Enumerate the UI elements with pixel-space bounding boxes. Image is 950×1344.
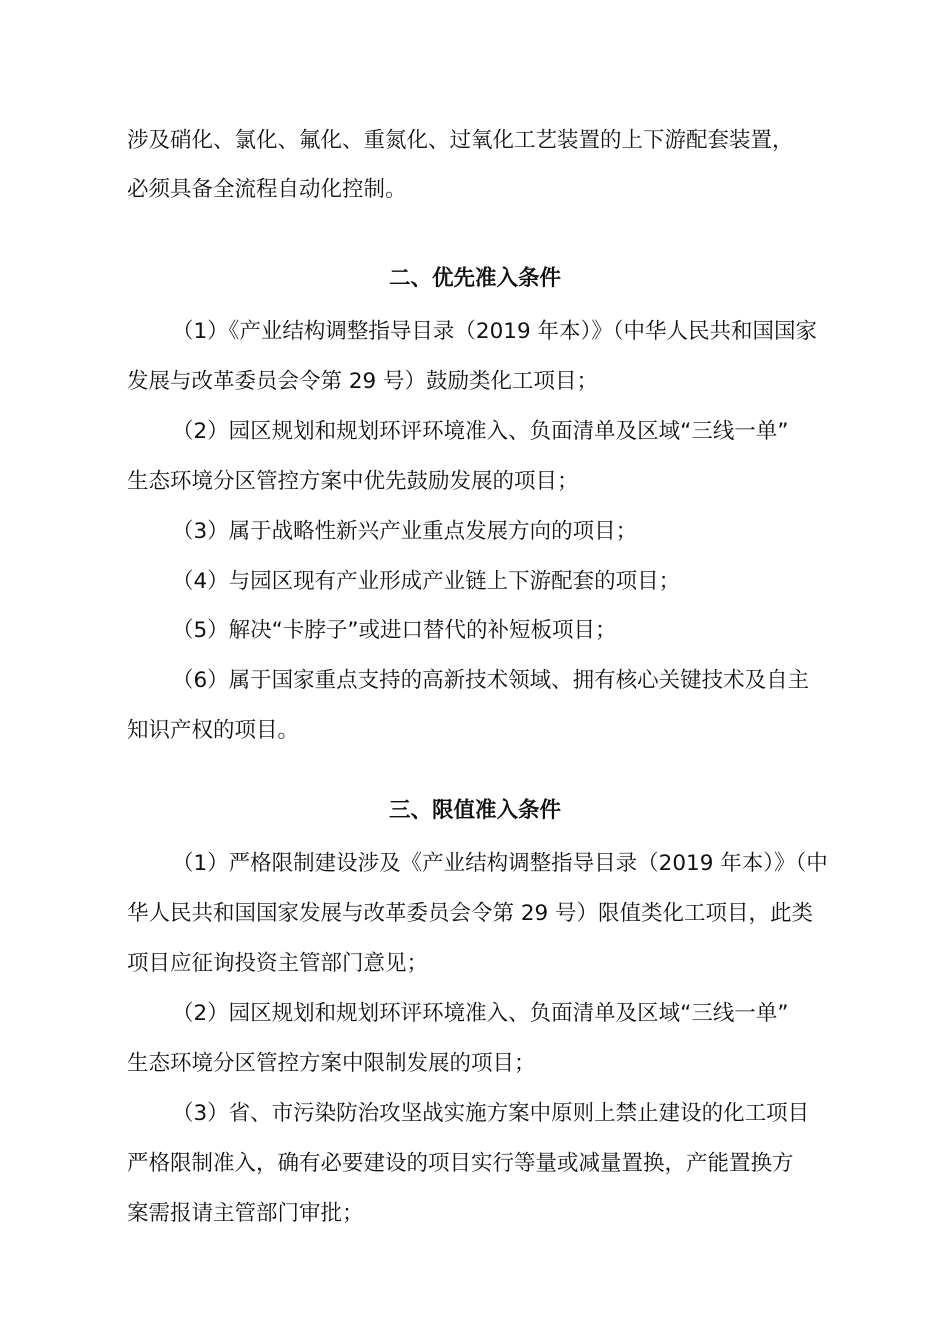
paragraph-line: （2）园区规划和规划环评环境准入、负面清单及区域“三线一单” [172, 1001, 789, 1026]
paragraph-line: 生态环境分区管控方案中限制发展的项目； [127, 1051, 536, 1076]
paragraph-line: （1）《产业结构调整指导目录（2019 年本）》（中华人民共和国国家 [172, 319, 817, 344]
paragraph-line: 知识产权的项目。 [127, 718, 300, 743]
section-heading-restricted: 三、限值准入条件 [388, 798, 561, 823]
paragraph-line: 华人民共和国国家发展与改革委员会令第 29 号）限值类化工项目，此类 [127, 901, 814, 926]
paragraph-line: 生态环境分区管控方案中优先鼓励发展的项目； [127, 469, 579, 494]
paragraph-line: 发展与改革委员会令第 29 号）鼓励类化工项目； [127, 369, 599, 394]
paragraph-line: （2）园区规划和规划环评环境准入、负面清单及区域“三线一单” [172, 419, 789, 444]
intro-line-2: 必须具备全流程自动化控制。 [127, 177, 407, 202]
paragraph-line: （5）解决“卡脖子”或进口替代的补短板项目； [172, 618, 617, 643]
paragraph-line: （4）与园区现有产业形成产业链上下游配套的项目； [172, 569, 681, 594]
section-heading-priority: 二、优先准入条件 [388, 266, 561, 291]
paragraph-line: （3）属于战略性新兴产业重点发展方向的项目； [172, 519, 638, 544]
paragraph-line: 项目应征询投资主管部门意见； [127, 951, 429, 976]
paragraph-line: （3）省、市污染防治攻坚战实施方案中原则上禁止建设的化工项目 [172, 1101, 810, 1126]
intro-line-1: 涉及硝化、氯化、氟化、重氮化、过氧化工艺装置的上下游配套装置， [127, 128, 794, 153]
paragraph-line: 严格限制准入，确有必要建设的项目实行等量或减量置换，产能置换方 [127, 1151, 794, 1176]
paragraph-line: 案需报请主管部门审批； [127, 1201, 364, 1226]
paragraph-line: （6）属于国家重点支持的高新技术领域、拥有核心关键技术及自主 [172, 668, 810, 693]
paragraph-line: （1）严格限制建设涉及《产业结构调整指导目录（2019 年本）》（中 [172, 851, 828, 876]
